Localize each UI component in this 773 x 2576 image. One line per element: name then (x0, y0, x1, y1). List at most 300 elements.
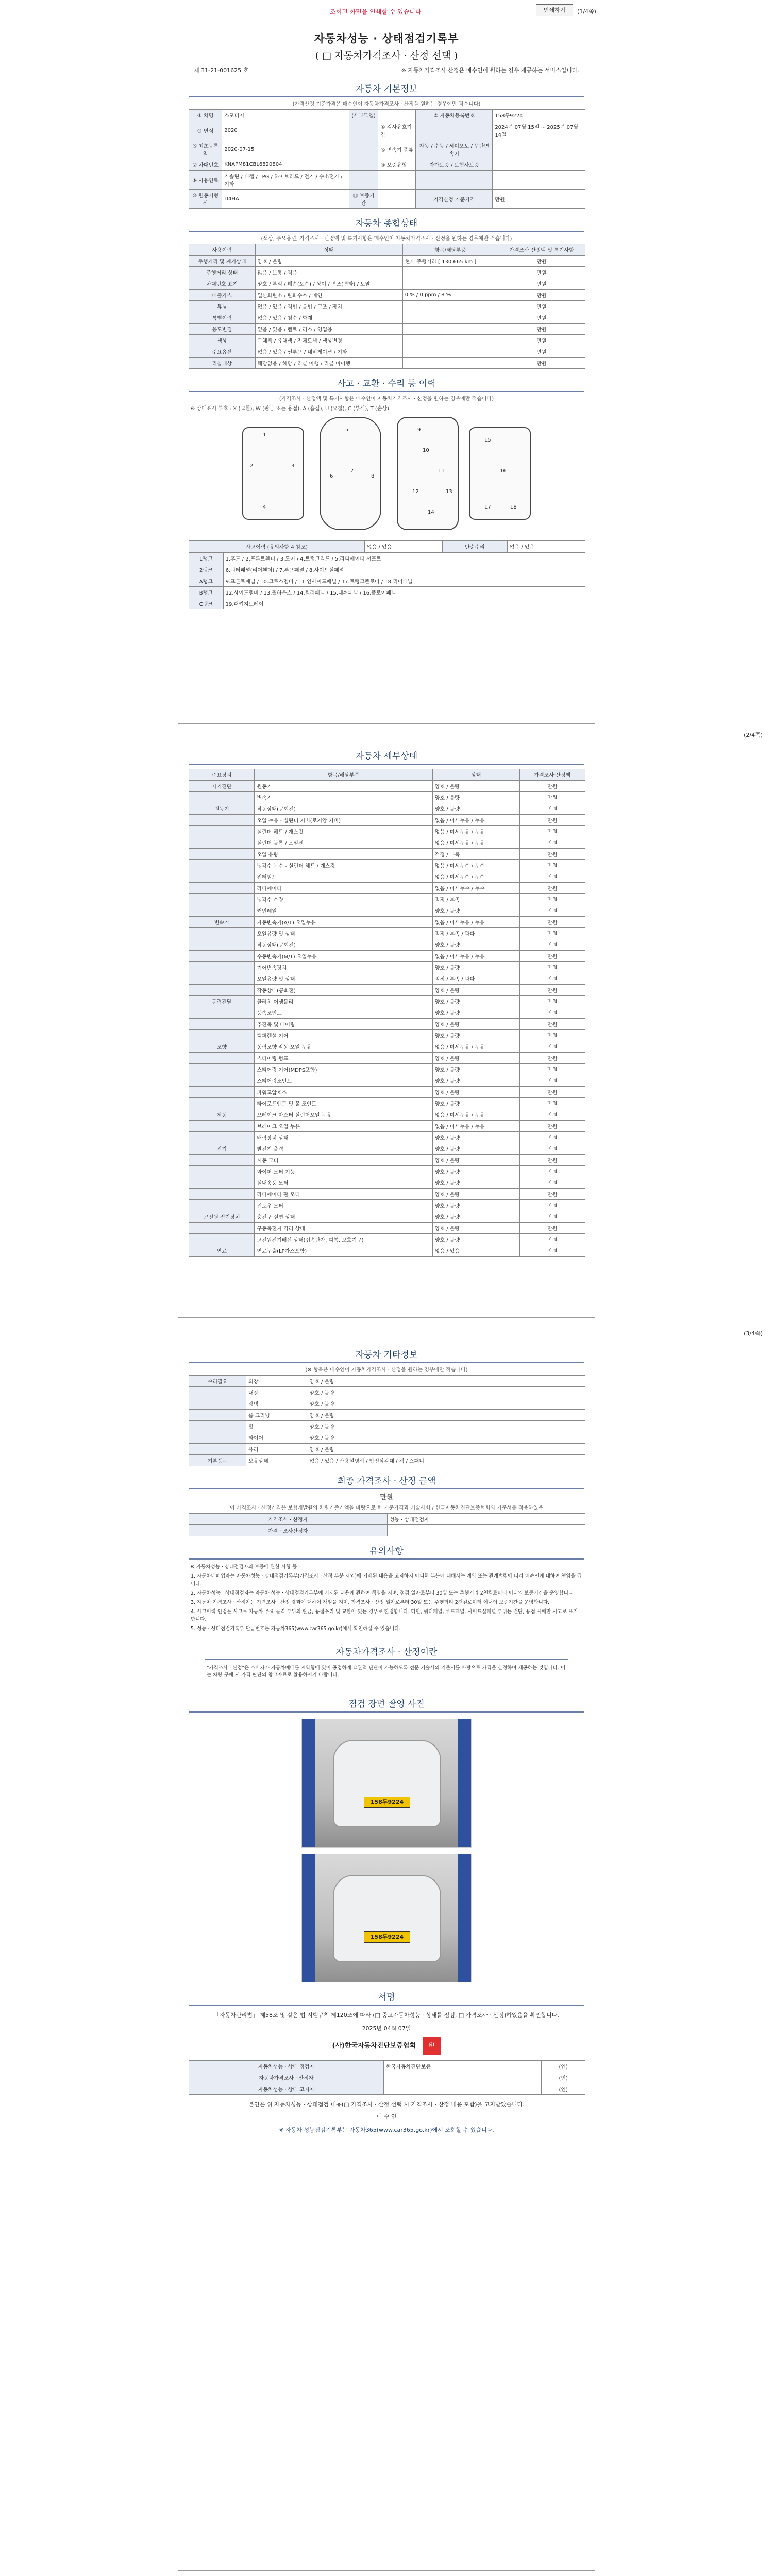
page-1 (178, 21, 595, 724)
detail-price: 만원 (519, 905, 585, 917)
final-row (189, 1514, 585, 1525)
detail-state: 양호 / 불량 (432, 905, 519, 917)
sign-org: (사)한국자동차진단보증협회 (332, 2042, 416, 2049)
detail-state: 양호 / 불량 (432, 781, 519, 792)
part-number-label: 16 (500, 468, 507, 474)
basic-key: ⑨ 사용연료 (189, 171, 222, 190)
detail-row (189, 1211, 585, 1223)
detail-row (189, 1075, 585, 1087)
detail-state: 양호 / 불량 (432, 1211, 519, 1223)
plate-front: 158두9224 (364, 1797, 410, 1808)
other-row (189, 1387, 585, 1398)
detail-group (189, 1132, 255, 1143)
other-state: 양호 / 불량 (307, 1432, 585, 1444)
detail-group (189, 905, 255, 917)
detail-row (189, 1087, 585, 1098)
detail-row (189, 996, 585, 1007)
detail-group (189, 951, 255, 962)
detail-item: 와이퍼 모터 기능 (255, 1166, 432, 1177)
part-number-label: 13 (446, 489, 452, 495)
detail-state: 적정 / 부족 (432, 894, 519, 905)
overall-detail (402, 278, 498, 290)
detail-state: 적정 / 부족 (432, 849, 519, 860)
detail-state: 양호 / 불량 (432, 792, 519, 803)
rank-row (189, 587, 585, 598)
basic-value: 2020 (222, 121, 349, 140)
detail-state: 양호 / 불량 (432, 1098, 519, 1109)
part-number-label: 12 (412, 489, 419, 495)
receipt-text: 본인은 위 자동차성능 · 상태점검 내용(□ 가격조사 · 산정 선택 시 가격조사 · 산정 내용 포함)을 고지받았습니다. (248, 2100, 525, 2108)
top-bar (0, 0, 773, 23)
sign-table (189, 2060, 585, 2095)
final-price-table (189, 1513, 585, 1536)
overall-state: 없음 / 있음 / 썬루프 / 네비게이션 / 기타 (255, 346, 402, 358)
detail-price: 만원 (519, 973, 585, 985)
overall-state: 없음 / 있음 / 적법 / 불법 / 구조 / 장치 (255, 301, 402, 312)
detail-state: 없음 / 미세누유 / 누유 (432, 1109, 519, 1121)
overall-state: 무채색 / 유채색 / 전체도색 / 색상변경 (255, 335, 402, 346)
detail-row (189, 815, 585, 826)
detail-item: 변속기 (255, 792, 432, 803)
overall-detail (402, 301, 498, 312)
part-number-label: 8 (371, 473, 375, 479)
sign-value (383, 2072, 541, 2083)
detail-group (189, 1098, 255, 1109)
detail-item: 동력조향 작동 오일 누유 (255, 1041, 432, 1053)
detail-item: 냉각수 수량 (255, 894, 432, 905)
overall-detail (402, 324, 498, 335)
basic-info-table (189, 109, 585, 209)
other-row (189, 1421, 585, 1432)
basic-value: ⑧ 보증유형 (378, 159, 416, 171)
overall-header: 가격조사·산정액 및 특기사항 (498, 244, 585, 256)
overall-price: 만원 (498, 301, 585, 312)
accident-title: 사고 · 교환 · 수리 등 이력 (189, 376, 584, 392)
other-row (189, 1444, 585, 1455)
sign-row (189, 2083, 585, 2094)
part-number-label: 14 (428, 510, 434, 515)
detail-item: 실린더 헤드 / 개스킷 (255, 826, 432, 837)
basic-key (349, 159, 378, 171)
detail-item: 등속조인트 (255, 1007, 432, 1019)
detail-row (189, 1189, 585, 1200)
detail-item: 구동축전지 격리 상태 (255, 1223, 432, 1234)
sign-row (189, 2072, 585, 2083)
other-info-table (189, 1375, 585, 1466)
overall-state: 양호 / 부식 / 훼손(오손) / 상이 / 변조(변타) / 도말 (255, 278, 402, 290)
notice-item: 2. 자동차성능 · 상태점검자는 자동차 성능 · 상태점검기록부에 기재된 내용에 관하여 책임을 지며, 점검 일자로부터 30일 또는 주행거리 2천킬로미터 이내의 보증기간을 운영합니다. (191, 1590, 575, 1596)
other-info-note: (※ 항목은 매수인이 자동차가격조사 · 산정을 원하는 경우에만 적습니다) (305, 1367, 468, 1373)
detail-row (189, 973, 585, 985)
accident-value: 없음 / 있음 (364, 541, 442, 552)
overall-item: 주행거리 및 계기상태 (189, 256, 256, 267)
basic-value (493, 171, 585, 190)
detail-group (189, 894, 255, 905)
accident-note: (가격조사 · 산정액 및 특기사항은 매수인이 자동차가격조사 · 산정을 원하는 경우에만 적습니다) (279, 396, 494, 402)
other-row (189, 1455, 585, 1466)
detail-item: 오일 유량 (255, 849, 432, 860)
detail-group (189, 1121, 255, 1132)
basic-key: ① 차명 (189, 110, 222, 121)
part-number-label: 4 (263, 504, 266, 510)
basic-value (378, 190, 416, 209)
detail-row (189, 939, 585, 951)
plate-rear: 158두9224 (364, 1931, 410, 1943)
detail-group (189, 792, 255, 803)
detail-item: 실내송풍 모터 (255, 1177, 432, 1189)
detail-price: 만원 (519, 894, 585, 905)
detail-row (189, 1041, 585, 1053)
page-indicator: (1/4쪽) (577, 8, 596, 15)
overall-item: 용도변경 (189, 324, 256, 335)
detail-row (189, 1132, 585, 1143)
info-text: "가격조사 · 산정"은 소비자가 자동차매매를 계약함에 있어 공정하게 객관적 판단이 가능하도록 전문 기술사의 기준서를 바탕으로 가격을 산정하여 제공하는 것입니다. 이는 차량 구매 시 가격 판단의 참고자료로 활용하시기 바랍니다. (207, 1665, 566, 1679)
detail-group (189, 883, 255, 894)
detail-state: 양호 / 불량 (432, 1143, 519, 1155)
overall-price: 만원 (498, 358, 585, 369)
detail-row (189, 985, 585, 996)
detail-state: 없음 / 미세누유 / 누유 (432, 815, 519, 826)
overall-item: 차대번호 표기 (189, 278, 256, 290)
detail-price: 만원 (519, 939, 585, 951)
detail-group: 제동 (189, 1109, 255, 1121)
overall-header: 사용이력 (189, 244, 256, 256)
detail-row (189, 951, 585, 962)
receiver: 매 수 인 (376, 2113, 397, 2120)
detail-price: 만원 (519, 849, 585, 860)
detail-item: 실린더 블록 / 오일팬 (255, 837, 432, 849)
other-item: 보유상태 (246, 1455, 307, 1466)
detail-row (189, 1143, 585, 1155)
detail-state: 적정 / 부족 / 과다 (432, 973, 519, 985)
detail-row (189, 1019, 585, 1030)
other-item: 타이어 (246, 1432, 307, 1444)
detail-item: 브레이크 오일 누유 (255, 1121, 432, 1132)
detail-item: 커먼레일 (255, 905, 432, 917)
detail-row (189, 826, 585, 837)
basic-key: ⑩ 원동기형식 (189, 190, 222, 209)
detail-item: 충전구 절연 상태 (255, 1211, 432, 1223)
basic-row (189, 140, 585, 159)
basic-value: 가솔린 / 디젤 / LPG / 하이브리드 / 전기 / 수소전기 / 기타 (222, 171, 349, 190)
other-row (189, 1376, 585, 1387)
detail-row (189, 1223, 585, 1234)
overall-row (189, 290, 585, 301)
detail-row (189, 917, 585, 928)
detail-price: 만원 (519, 1189, 585, 1200)
detail-item: 클러치 어셈블리 (255, 996, 432, 1007)
detail-table (189, 769, 585, 1257)
basic-key (416, 171, 493, 190)
detail-group (189, 1064, 255, 1075)
basic-info-title: 자동차 기본정보 (189, 81, 584, 97)
other-row (189, 1410, 585, 1421)
other-state: 양호 / 불량 (307, 1410, 585, 1421)
detail-header: 상태 (432, 769, 519, 781)
detail-row (189, 1098, 585, 1109)
detail-group (189, 826, 255, 837)
part-number-label: 7 (350, 468, 354, 474)
rank-row (189, 564, 585, 575)
overall-state: 양호 / 불량 (255, 256, 402, 267)
detail-price: 만원 (519, 792, 585, 803)
detail-item: 작동상태(공회전) (255, 803, 432, 815)
detail-price: 만원 (519, 860, 585, 871)
detail-row (189, 1245, 585, 1257)
car-image (333, 1740, 441, 1827)
overall-header: 항목/해당부품 (402, 244, 498, 256)
basic-key: ⑪ 보증기간 (349, 190, 378, 209)
detail-row (189, 1053, 585, 1064)
detail-item: 타이로드엔드 및 볼 조인트 (255, 1098, 432, 1109)
detail-state: 양호 / 불량 (432, 939, 519, 951)
basic-value: KNAPM81CBL6820804 (222, 159, 349, 171)
service-notice: ※ 자동차가격조사·산정은 매수인이 원하는 경우 제공하는 서비스입니다. (401, 67, 579, 74)
rank-table (189, 552, 585, 609)
detail-item: 시동 모터 (255, 1155, 432, 1166)
overall-item: 주요옵션 (189, 346, 256, 358)
doc-no-suffix: 호 (243, 67, 249, 74)
detail-item: 작동상태(공회전) (255, 985, 432, 996)
detail-price: 만원 (519, 1211, 585, 1223)
sign-key: 자동차성능 · 상태 고지자 (189, 2083, 384, 2094)
overall-price: 만원 (498, 256, 585, 267)
detail-group (189, 939, 255, 951)
basic-value: 스포티지 (222, 110, 349, 121)
final-value: 성능 · 상태점검자 (387, 1514, 585, 1525)
detail-group (189, 1200, 255, 1211)
doc-no-label: 제 (194, 67, 199, 74)
sign-date: 2025년 04월 07일 (362, 2025, 411, 2032)
basic-value (493, 159, 585, 171)
detail-state: 양호 / 불량 (432, 803, 519, 815)
detail-state: 없음 / 미세누수 / 누수 (432, 860, 519, 871)
sign-org-line (178, 2037, 595, 2055)
document-title: 자동차성능 · 상태점검기록부 (314, 32, 459, 45)
other-group (189, 1421, 246, 1432)
overall-note: (색상, 주요옵션, 가격조사 · 산정액 및 특기사항은 매수인이 자동차가격조사 · 산정을 원하는 경우에만 적습니다) (261, 236, 512, 242)
notice-item: 4. 사고이력 인정은 사고로 자동차 주요 골격 부위의 판금, 용접수리 및 교환이 있는 경우로 한정합니다. 다만, 쿼터패널, 루프패널, 사이드실패널 부위는 절단, 용접 시에만 사고로 표기합니다. (191, 1609, 578, 1622)
detail-item: 연료누출(LP가스포함) (255, 1245, 432, 1257)
detail-price: 만원 (519, 1143, 585, 1155)
overall-title: 자동차 종합상태 (189, 216, 584, 232)
detail-row (189, 871, 585, 883)
basic-value (378, 171, 416, 190)
basic-key: 자가보증 / 보험사보증 (416, 159, 493, 171)
detail-row (189, 928, 585, 939)
detail-row (189, 962, 585, 973)
page-2-indicator: (2/4쪽) (744, 732, 763, 738)
detail-state: 양호 / 불량 (432, 1064, 519, 1075)
overall-state: 없음 / 있음 / 침수 / 화재 (255, 312, 402, 324)
simple-repair-label: 단순수리 (443, 541, 508, 552)
overall-price: 만원 (498, 335, 585, 346)
detail-state: 양호 / 불량 (432, 1019, 519, 1030)
info-box (189, 1639, 584, 1689)
other-group (189, 1387, 246, 1398)
detail-group (189, 815, 255, 826)
detail-header: 가격조사·산정액 (519, 769, 585, 781)
detail-price: 만원 (519, 1223, 585, 1234)
other-info-title: 자동차 기타정보 (189, 1347, 584, 1363)
rank-label: B랭크 (189, 587, 224, 598)
other-state: 양호 / 불량 (307, 1387, 585, 1398)
photo-title: 점검 장면 촬영 사진 (189, 1697, 584, 1713)
overall-price: 만원 (498, 312, 585, 324)
rank-parts: 19.패키지트레이 (223, 598, 585, 609)
detail-group (189, 1075, 255, 1087)
notice-item: ※ 자동차성능 · 상태점검자의 보증에 관한 사항 등 (191, 1564, 297, 1570)
detail-item: 스티어링조인트 (255, 1075, 432, 1087)
sign-key: 자동차성능 · 상태 점검자 (189, 2060, 384, 2072)
detail-group (189, 1223, 255, 1234)
detail-item: 워터펌프 (255, 871, 432, 883)
basic-value: ④ 검사유효기간 (378, 121, 416, 140)
detail-item: 브레이크 마스터 실린더오일 누유 (255, 1109, 432, 1121)
rank-row (189, 553, 585, 564)
detail-state: 양호 / 불량 (432, 1223, 519, 1234)
overall-detail (402, 358, 498, 369)
detail-row (189, 1064, 585, 1075)
sign-title: 서명 (189, 1990, 584, 2006)
detail-group (189, 973, 255, 985)
page-3-indicator: (3/4쪽) (744, 1330, 763, 1337)
detail-row (189, 781, 585, 792)
sign-seal: (인) (542, 2060, 585, 2072)
overall-state: 일산화탄소 / 탄화수소 / 매연 (255, 290, 402, 301)
detail-row (189, 860, 585, 871)
sign-row (189, 2060, 585, 2072)
detail-item: 오일 누유 - 실린더 커버(로커암 커버) (255, 815, 432, 826)
detail-state: 없음 / 미세누유 / 누유 (432, 1041, 519, 1053)
basic-key: ③ 연식 (189, 121, 222, 140)
detail-state: 없음 / 미세누수 / 누수 (432, 871, 519, 883)
basic-row (189, 190, 585, 209)
overall-state: 해당없음 / 해당 / 리콜 이행 / 리콜 미이행 (255, 358, 402, 369)
part-number-label: 17 (484, 504, 491, 510)
detail-state: 양호 / 불량 (432, 962, 519, 973)
detail-row (189, 803, 585, 815)
detail-price: 만원 (519, 781, 585, 792)
detail-price: 만원 (519, 1007, 585, 1019)
basic-key (349, 171, 378, 190)
overall-detail (402, 346, 498, 358)
final-key: 가격조사 · 산정자 (189, 1514, 388, 1525)
basic-key: 자동 / 수동 / 세미오토 / 무단변속기 (416, 140, 493, 159)
accident-summary-table (189, 540, 585, 552)
overall-detail (402, 335, 498, 346)
detail-item: 스티어링 펌프 (255, 1053, 432, 1064)
other-group (189, 1398, 246, 1410)
detail-state: 양호 / 불량 (432, 1132, 519, 1143)
final-price-title: 최종 가격조사 · 산정 금액 (189, 1473, 584, 1489)
detail-price: 만원 (519, 1053, 585, 1064)
detail-row (189, 1234, 585, 1245)
detail-group: 연료 (189, 1245, 255, 1257)
overall-item: 색상 (189, 335, 256, 346)
basic-key (349, 140, 378, 159)
detail-price: 만원 (519, 815, 585, 826)
detail-price: 만원 (519, 1109, 585, 1121)
detail-title: 자동차 세부상태 (189, 749, 584, 765)
bottom-note: ※ 자동차 성능점검기록부는 자동차365(www.car365.go.kr)에서 조회할 수 있습니다. (279, 2126, 494, 2133)
basic-row (189, 171, 585, 190)
detail-group (189, 985, 255, 996)
detail-group (189, 871, 255, 883)
doc-no-value: 31-21-001625 (201, 67, 242, 74)
other-item: 유리 (246, 1444, 307, 1455)
detail-group (189, 860, 255, 871)
final-price-note: 이 가격조사 · 산정가격은 보험개발원의 차량기준가액을 바탕으로 한 기준가격과 기술사회 / 한국자동차진단보증협회의 기준서를 적용하였음 (229, 1505, 544, 1511)
overall-row (189, 301, 585, 312)
other-row (189, 1432, 585, 1444)
overall-item: 특별이력 (189, 312, 256, 324)
overall-item: 리콜대상 (189, 358, 256, 369)
detail-group: 원동기 (189, 803, 255, 815)
detail-item: 수동변속기(M/T) 오일누유 (255, 951, 432, 962)
detail-price: 만원 (519, 1030, 585, 1041)
page-3 (178, 1340, 595, 2571)
detail-item: 냉각수 누수 - 실린더 헤드 / 개스킷 (255, 860, 432, 871)
detail-row (189, 1200, 585, 1211)
overall-table (189, 244, 585, 369)
other-group (189, 1432, 246, 1444)
part-number-label: 2 (250, 463, 254, 469)
overall-item: 주행거리 상태 (189, 267, 256, 278)
detail-row (189, 1166, 585, 1177)
rank-row (189, 598, 585, 609)
overall-price: 만원 (498, 324, 585, 335)
basic-value: 158두9224 (493, 110, 585, 121)
inspection-photo-front (301, 1719, 472, 1848)
page-2 (178, 741, 595, 1318)
document-subtitle: ( □ 자동차가격조사 · 산정 선택 ) (315, 50, 458, 61)
detail-row (189, 1177, 585, 1189)
part-number-label: 9 (417, 427, 421, 433)
detail-group (189, 1087, 255, 1098)
detail-group (189, 849, 255, 860)
detail-state: 없음 / 미세누유 / 누유 (432, 826, 519, 837)
detail-row (189, 792, 585, 803)
detail-group (189, 1189, 255, 1200)
detail-group (189, 1019, 255, 1030)
detail-item: 발전기 출력 (255, 1143, 432, 1155)
detail-state: 양호 / 불량 (432, 1166, 519, 1177)
basic-key: ② 자동차등록번호 (416, 110, 493, 121)
org-seal-icon: 印 (423, 2037, 441, 2055)
detail-price: 만원 (519, 1019, 585, 1030)
basic-value (378, 110, 416, 121)
detail-state: 양호 / 불량 (432, 1200, 519, 1211)
overall-row (189, 346, 585, 358)
detail-state: 없음 / 미세누유 / 누유 (432, 917, 519, 928)
detail-price: 만원 (519, 951, 585, 962)
rank-row (189, 575, 585, 587)
detail-item: 자동변속기(A/T) 오일누유 (255, 917, 432, 928)
overall-row (189, 256, 585, 267)
detail-state: 양호 / 불량 (432, 1075, 519, 1087)
detail-price: 만원 (519, 1087, 585, 1098)
car-front-view (242, 427, 304, 520)
detail-group (189, 1177, 255, 1189)
detail-item: 기어변속장치 (255, 962, 432, 973)
detail-price: 만원 (519, 1132, 585, 1143)
detail-state: 양호 / 불량 (432, 1155, 519, 1166)
other-state: 양호 / 불량 (307, 1444, 585, 1455)
detail-price: 만원 (519, 1098, 585, 1109)
print-button[interactable]: 인쇄하기 (536, 4, 573, 16)
detail-price: 만원 (519, 1245, 585, 1257)
